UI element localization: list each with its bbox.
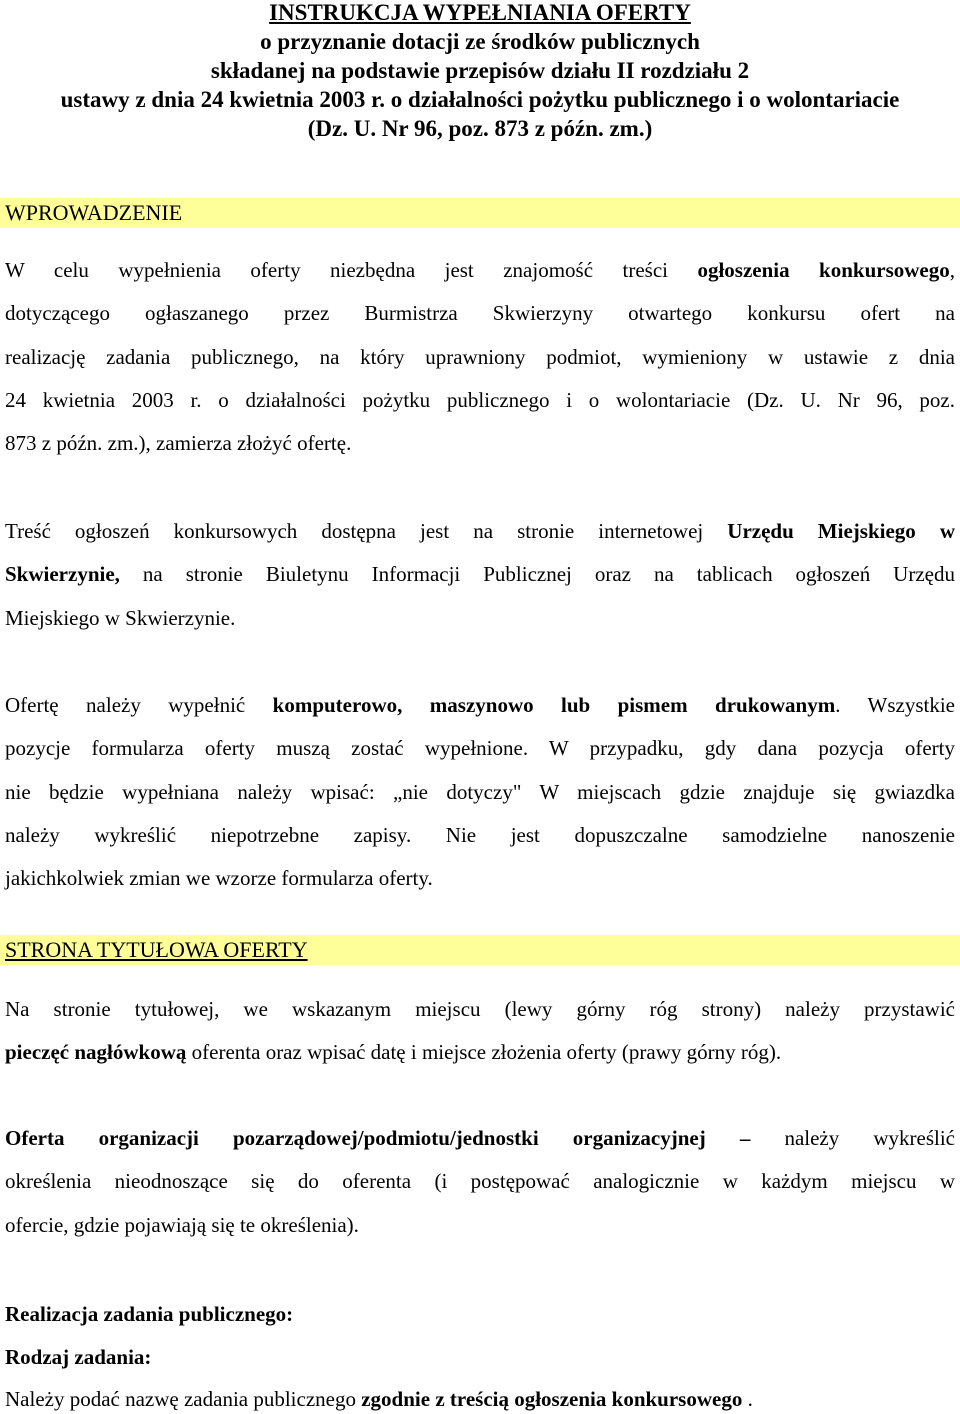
bold-dash: – — [705, 1126, 785, 1150]
bold-text-run: pieczęć nagłówkową — [5, 1040, 187, 1065]
title-line-3: składanej na podstawie przepisów działu II rozdziału 2 — [210, 58, 750, 83]
paragraph-line: należy wykreślić niepotrzebne zapisy. Nie jest dopuszczalne samodzielne nanoszenie — [5, 822, 955, 847]
title-page-paragraph-2 — [5, 1117, 955, 1247]
text-run: należy wykreślić — [784, 1126, 955, 1150]
title-page-paragraph-1 — [5, 988, 955, 1075]
bold-text-run: ogłoszenia konkursowego — [697, 258, 950, 282]
paragraph-line — [5, 510, 955, 553]
text-run: Należy podać nazwę zadania publicznego — [5, 1387, 362, 1411]
rodzaj-label: Rodzaj zadania: — [5, 1345, 152, 1369]
paragraph-line: 24 kwietnia 2003 r. o działalności pożytku publicznego i o wolontariacie (Dz. U. Nr 96, poz. — [5, 387, 955, 412]
paragraph-line — [5, 1031, 955, 1074]
title-line-4: ustawy z dnia 24 kwietnia 2003 r. o działalności pożytku publicznego i o wolontariacie — [60, 87, 900, 112]
paragraph-line: Na stronie tytułowej, we wskazanym miejscu (lewy górny róg strony) należy przystawić — [5, 997, 955, 1021]
paragraph-line — [5, 553, 955, 596]
title-line-2: o przyznanie dotacji ze środków publicznych — [260, 29, 700, 54]
paragraph-line: nie będzie wypełniana należy wpisać: „nie dotyczy" W miejscach gdzie znajduje się gwiazdka — [5, 779, 955, 804]
bold-text-run: Skwierzynie, — [5, 562, 120, 587]
text-run: . — [742, 1387, 753, 1411]
text-run: Ofertę należy wypełnić — [5, 693, 273, 717]
paragraph-line — [5, 684, 955, 727]
paragraph-line: 873 z późn. zm.), zamierza złożyć ofertę. — [5, 431, 352, 456]
paragraph-line — [5, 249, 955, 292]
intro-paragraph-3 — [5, 684, 955, 900]
paragraph-line: jakichkolwiek zmian we wzorze formularza oferty. — [5, 866, 433, 891]
paragraph-line — [5, 1117, 955, 1160]
bold-text-run: komputerowo, maszynowo lub pismem drukowanym — [272, 693, 836, 717]
intro-paragraph-1 — [5, 249, 955, 465]
text-run: W celu wypełnienia oferty niezbędna jest znajomość treści — [5, 258, 698, 282]
text-run: , — [949, 258, 956, 282]
intro-paragraph-2 — [5, 510, 955, 640]
text-run: Treść ogłoszeń konkursowych dostępna jest na stronie internetowej — [5, 519, 728, 543]
bold-text-run: zgodnie z treścią ogłoszenia konkursowego — [361, 1387, 743, 1411]
title-line-1: INSTRUKCJA WYPEŁNIANIA OFERTY — [269, 0, 691, 25]
text-run: . Wszystkie — [835, 693, 955, 717]
title-line-5: (Dz. U. Nr 96, poz. 873 z późn. zm.) — [307, 116, 653, 141]
intro-heading: WPROWADZENIE — [5, 200, 183, 225]
text-run: oferenta oraz wpisać datę i miejsce złożenia oferty (prawy górny róg). — [186, 1040, 782, 1065]
rodzaj-instruction — [5, 1384, 753, 1414]
bold-text-run: Oferta organizacji pozarządowej/podmiotu/jednostki organizacyjnej — [5, 1126, 706, 1150]
text-run: na stronie Biuletynu Informacji Publicznej oraz na tablicach ogłoszeń Urzędu — [119, 562, 955, 587]
document-title — [0, 0, 960, 143]
title-page-heading: STRONA TYTUŁOWA OFERTY — [5, 937, 308, 962]
bold-text-run: Urzędu Miejskiego w — [727, 519, 955, 543]
realizacja-label: Realizacja zadania publicznego: — [5, 1302, 294, 1326]
paragraph-line: pozycje formularza oferty muszą zostać wypełnione. W przypadku, gdy dana pozycja oferty — [5, 736, 955, 761]
paragraph-line: realizację zadania publicznego, na który uprawniony podmiot, wymieniony w ustawie z dnia — [5, 344, 955, 369]
paragraph-line: określenia nieodnoszące się do oferenta (i postępować analogicznie w każdym miejscu w — [5, 1169, 955, 1194]
paragraph-line: Miejskiego w Skwierzynie. — [5, 605, 236, 630]
paragraph-line: ofercie, gdzie pojawiają się te określenia). — [5, 1212, 359, 1237]
paragraph-line: dotyczącego ogłaszanego przez Burmistrza Skwierzyny otwartego konkursu ofert na — [5, 301, 955, 326]
